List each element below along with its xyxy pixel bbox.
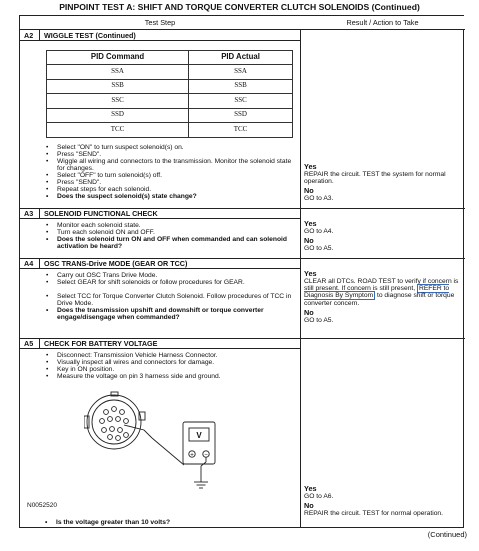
list-item: • Turn each solenoid ON and OFF. [46,229,296,236]
no-action: REPAIR the circuit. TEST for normal operation. [304,509,444,517]
positive-terminal-icon: + [190,452,194,459]
pid-command-cell: SSA [47,65,189,80]
yes-label: Yes [304,162,317,171]
continued-label: (Continued) [427,530,467,539]
no-label: No [304,307,314,317]
section-title: OSC TRANS-Drive MODE (GEAR OR TCC) [44,258,188,268]
a2-steps [46,144,296,200]
no-action: GO to A5. [304,244,334,252]
yes-action: GO to A6. [304,492,334,500]
yes-action: GO to A4. [304,227,334,235]
no-action: GO to A5. [304,316,334,324]
no-label: No [304,501,314,511]
list-item: • Carry out OSC Trans Drive Mode. [46,272,296,279]
section-id: A2 [24,30,34,40]
result-action-header: Result / Action to Take [346,18,419,27]
table-row [47,94,293,109]
list-item: • Does the solenoid turn ON and OFF when commanded and can solenoid activation be heard? [46,236,296,250]
divider [39,30,40,40]
page-title: PINPOINT TEST A: SHIFT AND TORQUE CONVERTER CLUTCH SOLENOIDS (Continued) [59,2,420,12]
yes-label: Yes [304,484,317,493]
pid-actual-cell: SSA [189,65,293,80]
table-header [20,16,465,30]
section-title: SOLENOID FUNCTIONAL CHECK [44,208,158,218]
list-item: • Monitor each solenoid state. [46,222,296,229]
list-item: • Key in ON position. [46,366,296,373]
list-item: • Select GEAR for shift solenoids or follow procedures for GEAR. [46,279,296,286]
table-row [47,108,293,123]
yes-action: REPAIR the circuit. TEST the system for normal operation. [304,170,446,186]
pid-command-cell: SSC [47,94,189,109]
pid-table [46,50,293,138]
a5-question [45,519,295,526]
section-id: A5 [24,338,34,348]
a4-steps [46,272,296,321]
negative-terminal-icon: − [204,452,208,459]
voltage-test-diagram [84,390,224,498]
column-divider [300,16,301,527]
list-item: • Does the suspect solenoid(s) state change? [46,193,296,200]
list-item: • Press "SEND". [46,151,296,158]
yes-label: Yes [304,219,317,228]
pid-actual-header: PID Actual [189,51,293,65]
voltmeter-symbol: V [196,431,202,440]
a3-result [304,220,462,252]
yes-label: Yes [304,269,317,278]
table-row [47,123,293,138]
list-item: • Does the transmission upshift and downshift or torque converter engage/disengage when commanded? [46,307,296,321]
list-item: • Select TCC for Torque Converter Clutch Solenoid. Follow procedures of TCC in Drive Mode. [46,293,296,307]
section-title: CHECK FOR BATTERY VOLTAGE [44,338,158,348]
divider [39,258,40,268]
pid-actual-cell: TCC [189,123,293,138]
yes-action: CLEAR all DTCs. ROAD TEST to verify if concern is still present. If concern is still present, [304,277,459,293]
pid-actual-cell: SSD [189,108,293,123]
section-id: A4 [24,258,34,268]
section-a3-header [20,208,300,219]
section-id: A3 [24,208,34,218]
a3-steps [46,222,296,250]
divider [39,208,40,218]
table-row [47,65,293,80]
diagnosis-by-symptom-link[interactable]: REFER to Diagnosis By Symptom [304,285,450,300]
no-action: GO to A3. [304,195,334,203]
no-label: No [304,186,314,196]
pid-command-cell: SSD [47,108,189,123]
section-a5-header [20,338,300,349]
list-item: • Select "ON" to turn suspect solenoid(s) on. [46,144,296,151]
a4-result [304,270,462,324]
pid-command-cell: SSB [47,79,189,94]
no-label: No [304,236,314,246]
a2-result [304,163,462,202]
a5-steps [46,352,296,380]
table-row [47,79,293,94]
list-item: • Measure the voltage on pin 3 harness side and ground. [46,373,296,380]
list-item: • Press "SEND". [46,179,296,186]
pid-actual-cell: SSC [189,94,293,109]
section-a2-header [20,30,300,41]
divider [39,338,40,348]
list-item: • Repeat steps for each solenoid. [46,186,296,193]
a5-result [304,485,462,517]
pid-actual-cell: SSB [189,79,293,94]
section-a4-header [20,258,300,269]
test-step-header: Test Step [144,18,176,27]
pid-command-header: PID Command [47,51,189,65]
figure-number: N0052520 [27,502,57,509]
harness-connector-icon [87,395,141,449]
list-item: • Is the voltage greater than 10 volts? [45,519,295,526]
list-item: • Wiggle all wiring and connectors to the transmission. Monitor the solenoid state for changes. [46,158,296,172]
list-item: • Visually inspect all wires and connectors for damage. [46,359,296,366]
list-item: • Disconnect: Transmission Vehicle Harness Connector. [46,352,296,359]
list-item: • Select "OFF" to turn solenoid(s) off. [46,172,296,179]
section-title: WIGGLE TEST (Continued) [44,30,136,40]
pid-command-cell: TCC [47,123,189,138]
yes-action-cont: to diagnose shift or torque converter concern. [304,292,455,307]
